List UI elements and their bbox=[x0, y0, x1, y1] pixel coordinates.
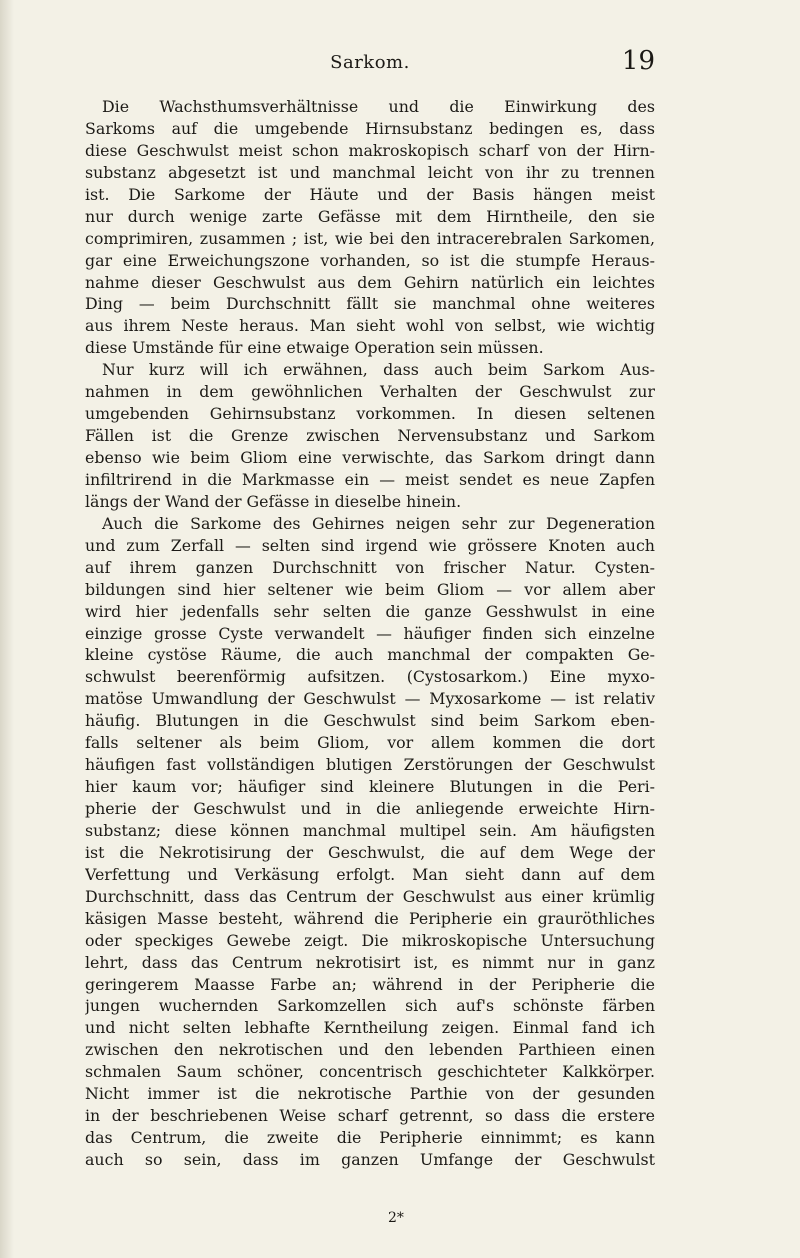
text-line: zwischen den nekrotischen und den lebenden Parthieen einen bbox=[85, 1040, 655, 1060]
text-line: einzige grosse Cyste verwandelt — häufiger finden sich einzelne bbox=[85, 623, 655, 643]
text-line: Verfettung und Verkäsung erfolgt. Man sieht dann auf dem bbox=[85, 864, 655, 884]
text-line: wird hier jedenfalls sehr selten die ganze Gesshwulst in eine bbox=[85, 601, 655, 621]
text-line: comprimiren, zusammen ; ist, wie bei den intracerebralen Sarkomen, bbox=[85, 228, 655, 248]
text-line: geringerem Maasse Farbe an; während in der Peripherie die bbox=[85, 974, 655, 994]
text-line: häufig. Blutungen in die Geschwulst sind beim Sarkom eben- bbox=[85, 711, 655, 731]
text-line: Ding — beim Durchschnitt fällt sie manchmal ohne weiteres bbox=[85, 294, 655, 314]
text-line: Sarkoms auf die umgebende Hirnsubstanz bedingen es, dass bbox=[85, 118, 655, 138]
text-line: schmalen Saum schöner, concentrisch geschichteter Kalkkörper. bbox=[85, 1062, 655, 1082]
text-line: Nicht immer ist die nekrotische Parthie von der gesunden bbox=[85, 1084, 655, 1104]
page-header bbox=[85, 46, 655, 80]
text-line: gar eine Erweichungszone vorhanden, so ist die stumpfe Heraus- bbox=[85, 250, 655, 270]
text-line: bildungen sind hier seltener wie beim Gliom — vor allem aber bbox=[85, 579, 655, 599]
text-line: ist. Die Sarkome der Häute und der Basis hängen meist bbox=[85, 184, 655, 204]
text-line: Fällen ist die Grenze zwischen Nervensubstanz und Sarkom bbox=[85, 426, 655, 446]
text-line: ebenso wie beim Gliom eine verwischte, das Sarkom dringt dann bbox=[85, 448, 655, 467]
text-line: und nicht selten lebhafte Kerntheilung zeigen. Einmal fand ich bbox=[85, 1018, 655, 1038]
text-line: matöse Umwandlung der Geschwulst — Myxosarkome — ist relativ bbox=[85, 689, 655, 709]
text-line: nahmen in dem gewöhnlichen Verhalten der Geschwulst zur bbox=[85, 382, 655, 402]
page-edge-shadow bbox=[0, 0, 14, 1258]
text-line: häufigen fast vollständigen blutigen Zerstörungen der Geschwulst bbox=[85, 755, 655, 775]
text-line: ist die Nekrotisirung der Geschwulst, die auf dem Wege der bbox=[85, 842, 655, 862]
text-line: in der beschriebenen Weise scharf getrennt, so dass die erstere bbox=[85, 1106, 655, 1126]
text-line: oder speckiges Gewebe zeigt. Die mikroskopische Untersuchung bbox=[85, 930, 655, 950]
text-line: infiltrirend in die Markmasse ein — meist sendet es neue Zapfen bbox=[85, 469, 655, 489]
text-line: das Centrum, die zweite die Peripherie einnimmt; es kann bbox=[85, 1128, 655, 1148]
text-line: lehrt, dass das Centrum nekrotisirt ist, es nimmt nur in ganz bbox=[85, 952, 655, 972]
text-line: aus ihrem Neste heraus. Man sieht wohl von selbst, wie wichtig bbox=[85, 316, 655, 336]
text-line: jungen wuchernden Sarkomzellen sich auf's schönste färben bbox=[85, 996, 655, 1016]
running-title: Sarkom. bbox=[330, 52, 410, 73]
text-line: und zum Zerfall — selten sind irgend wie grössere Knoten auch bbox=[85, 535, 655, 555]
text-line: Durchschnitt, dass das Centrum der Geschwulst aus einer krümlig bbox=[85, 886, 655, 906]
body-text bbox=[85, 96, 655, 1171]
text-line: hier kaum vor; häufiger sind kleinere Blutungen in die Peri- bbox=[85, 777, 655, 797]
text-line: pherie der Geschwulst und in die anliegende erweichte Hirn- bbox=[85, 799, 655, 818]
text-line: längs der Wand der Gefässe in dieselbe hinein. bbox=[85, 491, 462, 511]
text-line: substanz abgesetzt ist und manchmal leicht von ihr zu trennen bbox=[85, 162, 655, 182]
text-line: diese Umstände für eine etwaige Operation sein müssen. bbox=[85, 338, 544, 358]
text-line: diese Geschwulst meist schon makroskopisch scharf von der Hirn- bbox=[85, 140, 655, 160]
text-line: umgebenden Gehirnsubstanz vorkommen. In diesen seltenen bbox=[85, 404, 655, 424]
text-line: Die Wachsthumsverhältnisse und die Einwirkung des bbox=[102, 97, 655, 116]
text-line: substanz; diese können manchmal multipel sein. Am häufigsten bbox=[85, 820, 655, 840]
text-line: falls seltener als beim Gliom, vor allem kommen die dort bbox=[85, 733, 655, 753]
text-line: kleine cystöse Räume, die auch manchmal der compakten Ge- bbox=[85, 645, 655, 665]
text-line: nahme dieser Geschwulst aus dem Gehirn natürlich ein leichtes bbox=[85, 272, 655, 292]
signature-mark: 2* bbox=[388, 1210, 404, 1226]
page-number: 19 bbox=[621, 46, 655, 76]
text-line: Auch die Sarkome des Gehirnes neigen sehr zur Degeneration bbox=[102, 513, 655, 533]
text-line: Nur kurz will ich erwähnen, dass auch beim Sarkom Aus- bbox=[102, 360, 655, 380]
text-line: auf ihrem ganzen Durchschnitt von frischer Natur. Cysten- bbox=[85, 557, 655, 577]
text-line: nur durch wenige zarte Gefässe mit dem Hirntheile, den sie bbox=[85, 206, 655, 226]
text-line: schwulst beerenförmig aufsitzen. (Cystosarkom.) Eine myxo- bbox=[85, 667, 655, 687]
text-line: käsigen Masse besteht, während die Peripherie ein grauröthliches bbox=[85, 908, 655, 928]
text-line: auch so sein, dass im ganzen Umfange der Geschwulst bbox=[85, 1150, 655, 1169]
